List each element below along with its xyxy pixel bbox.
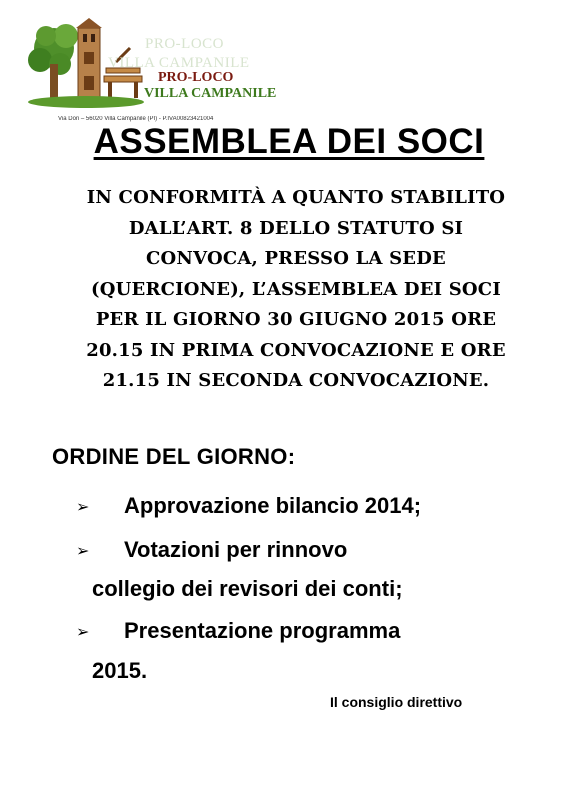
org-name-line-1: PRO-LOCO — [158, 70, 234, 85]
bell-tower-icon — [76, 18, 102, 100]
notice-line: 21.15 IN SECONDA CONVOCAZIONE. — [102, 370, 490, 391]
page-title-text: ASSEMBLEA DEI SOCI — [93, 122, 485, 161]
notice-line: IN CONFORMITÀ A QUANTO STABILITO — [86, 187, 506, 208]
org-name-line-2: VILLA CAMPANILE — [144, 86, 277, 101]
notice-line: (QUERCIONE), L’ASSEMBLEA DEI SOCI — [91, 278, 501, 300]
notice-line: CONVOCA, PRESSO LA SEDE — [146, 248, 446, 269]
org-address: Via Dori – 56020 Villa Campanile (PI) - P.IVA00823421004 — [58, 116, 214, 122]
arrow-bullet-icon: ➢ — [76, 622, 90, 641]
page-title — [0, 122, 578, 162]
agenda-item-2-continuation: collegio dei revisori dei conti; — [92, 576, 403, 601]
agenda-item-3: Presentazione programma — [124, 618, 401, 643]
tree-icon — [28, 24, 78, 98]
arrow-bullet-icon: ➢ — [76, 497, 90, 516]
agenda-heading: ORDINE DEL GIORNO: — [52, 444, 296, 469]
arrow-bullet-icon: ➢ — [76, 541, 90, 560]
agenda-item-3-continuation: 2015. — [92, 658, 148, 683]
signature: Il consiglio direttivo — [330, 694, 463, 710]
watermark-line-2: VILLA CAMPANILE — [108, 55, 250, 71]
notice-line: PER IL GIORNO 30 GIUGNO 2015 ORE — [95, 309, 497, 330]
agenda-item-2: Votazioni per rinnovo — [124, 537, 348, 562]
notice-paragraph — [40, 183, 552, 397]
watermark-line-1: PRO-LOCO — [145, 36, 225, 52]
notice-line: DALL’ART. 8 DELLO STATUTO SI — [128, 217, 464, 239]
notice-line: 20.15 IN PRIMA CONVOCAZIONE E ORE — [86, 339, 506, 361]
agenda-item-1: Approvazione bilancio 2014; — [124, 493, 422, 518]
